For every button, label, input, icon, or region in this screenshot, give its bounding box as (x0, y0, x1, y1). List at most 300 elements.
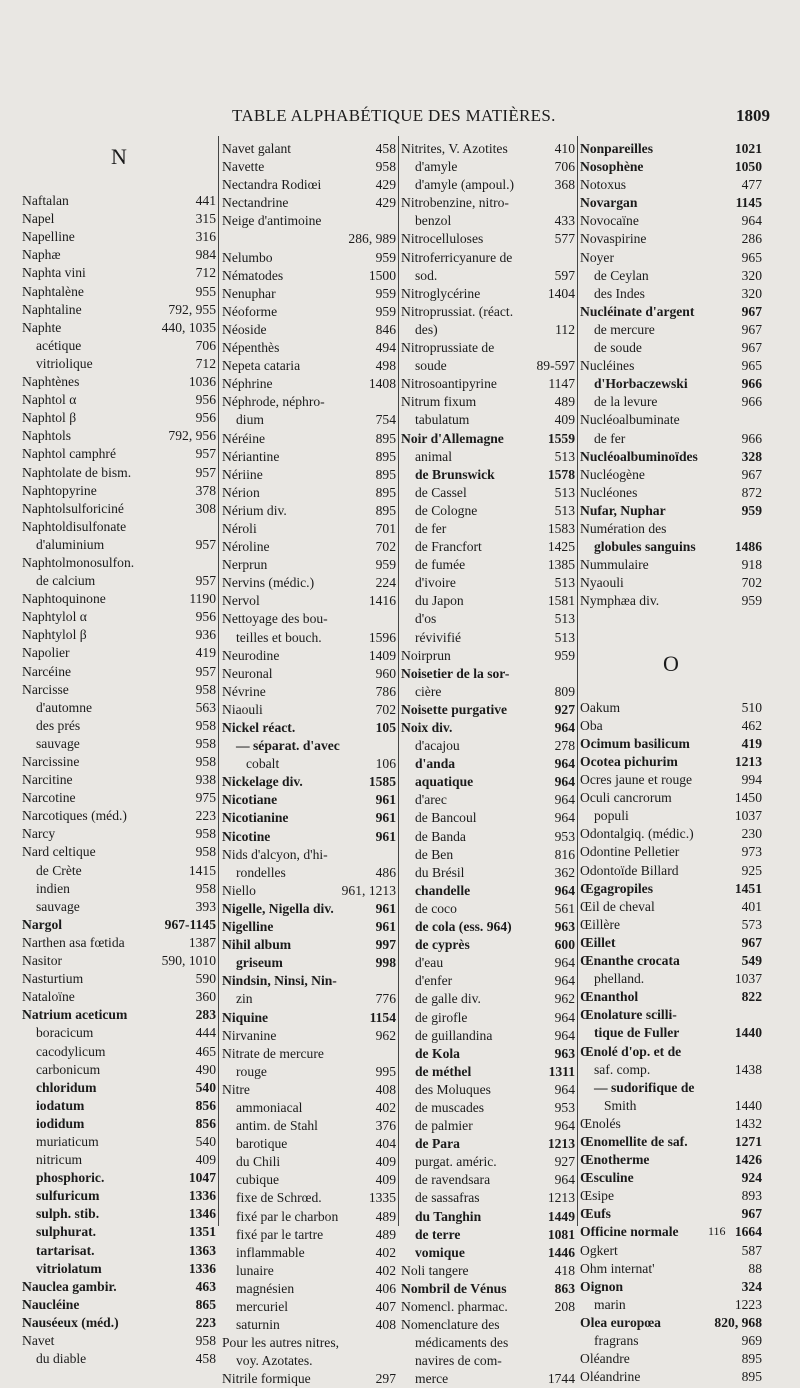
index-entry (580, 393, 762, 411)
entry-page-ref: 959 (741, 502, 762, 518)
entry-term: Nicotiane (222, 792, 278, 808)
entry-term: d'Horbaczewski (594, 376, 688, 392)
index-entry (222, 1153, 396, 1171)
entry-page-ref: 895 (375, 448, 396, 464)
entry-page-ref: 856 (195, 1115, 216, 1131)
entry-term: d'os (415, 611, 437, 627)
entry-page-ref: 409 (195, 1152, 216, 1168)
index-entry (222, 249, 396, 267)
entry-term: Neige d'antimoine (222, 213, 322, 229)
index-entry (401, 882, 575, 900)
index-entry (580, 502, 762, 520)
entry-page-ref: 786 (375, 683, 396, 699)
entry-term: Nitrum fixum (401, 394, 477, 410)
entry-term: Oculi cancrorum (580, 790, 672, 806)
index-entry (580, 249, 762, 267)
entry-page-ref: 964 (554, 1172, 575, 1188)
entry-term: Nomencl. pharmac. (401, 1299, 508, 1314)
entry-page-ref: 498 (375, 358, 396, 374)
index-entry (222, 357, 396, 375)
index-entry (222, 212, 396, 230)
entry-page-ref: 958 (195, 880, 216, 896)
entry-page-ref: 409 (554, 412, 575, 428)
index-entry (401, 1135, 575, 1153)
index-entry (401, 1244, 575, 1262)
entry-term: de ravendsara (415, 1172, 491, 1188)
entry-page-ref: 563 (195, 699, 216, 715)
entry-term: de Banda (415, 828, 466, 844)
entry-term: griseum (236, 955, 283, 971)
index-entry (401, 430, 575, 448)
index-entry (222, 828, 396, 846)
entry-page-ref: 712 (195, 355, 216, 371)
entry-page-ref: 1432 (734, 1115, 762, 1131)
entry-term: Navette (222, 159, 265, 175)
entry-term: Napelline (22, 229, 75, 245)
entry-term: Œnotherme (580, 1152, 650, 1168)
index-entry (22, 572, 216, 590)
entry-term: purgat. améric. (415, 1154, 497, 1170)
entry-page-ref: 965 (741, 358, 762, 374)
index-entry (22, 427, 216, 445)
entry-term: Nufar, Nuphar (580, 502, 666, 518)
entry-term: Œsculine (580, 1170, 634, 1186)
entry-page-ref: 105 (375, 720, 396, 735)
index-entry (22, 789, 216, 807)
index-entry (22, 283, 216, 301)
entry-page-ref: 706 (554, 159, 575, 175)
entry-page-ref: 958 (195, 681, 216, 697)
index-entry (401, 972, 575, 990)
entry-page-ref: 1486 (734, 539, 762, 555)
entry-page-ref: 967 (741, 934, 762, 950)
entry-term: Numération des (580, 520, 667, 536)
entry-term: navires de com- (415, 1353, 502, 1369)
index-entry (222, 520, 396, 538)
entry-term: Nirvanine (222, 1027, 277, 1043)
entry-page-ref: 1335 (368, 1190, 396, 1206)
entry-term: Pour les autres nitres, (222, 1335, 340, 1351)
entry-page-ref: 360 (195, 989, 216, 1005)
entry-term: Œnomellite de saf. (580, 1133, 688, 1149)
index-entry (580, 1151, 762, 1169)
index-entry (580, 717, 762, 735)
entry-page-ref: 1440 (734, 1097, 762, 1113)
index-entry (22, 301, 216, 319)
index-entry (222, 1099, 396, 1117)
index-entry (22, 1332, 216, 1350)
index-entry (222, 411, 396, 429)
entry-page-ref: 863 (554, 1280, 575, 1296)
index-entry (580, 825, 762, 843)
index-entry (222, 592, 396, 610)
entry-page-ref: 706 (195, 337, 216, 353)
index-entry (580, 1115, 762, 1133)
entry-term: cière (415, 683, 442, 699)
entry-page-ref: 441 (195, 193, 216, 209)
index-entry (222, 665, 396, 683)
entry-term: cubique (236, 1172, 280, 1188)
entry-term: Nyaouli (580, 575, 624, 591)
entry-page-ref: 973 (741, 844, 762, 860)
entry-term: Nepeta cataria (222, 358, 301, 374)
entry-page-ref: 1416 (368, 593, 396, 609)
entry-page-ref: 561 (554, 900, 575, 916)
entry-term: Naphtalène (22, 283, 84, 299)
entry-term: Notoxus (580, 177, 627, 193)
index-entry (401, 918, 575, 936)
entry-term: Oakum (580, 699, 621, 715)
entry-term: Narcéine (22, 663, 72, 679)
index-entry (22, 663, 216, 681)
entry-page-ref: 1145 (735, 195, 762, 211)
entry-page-ref: 418 (554, 1262, 575, 1278)
entry-term: Nucléines (580, 358, 635, 374)
entry-page-ref: 404 (375, 1136, 396, 1152)
entry-term: Nicotianine (222, 810, 289, 826)
index-entry (22, 391, 216, 409)
entry-term: benzol (415, 213, 452, 229)
entry-term: nitricum (36, 1152, 83, 1168)
entry-page-ref: 324 (741, 1278, 762, 1294)
entry-term: Ocimum basilicum (580, 735, 690, 751)
index-entry (222, 1063, 396, 1081)
entry-page-ref: 489 (375, 1226, 396, 1242)
entry-term: Naphtoldisulfonate (22, 518, 127, 534)
entry-term: Nérium div. (222, 502, 287, 518)
entry-term: boracicum (36, 1025, 94, 1041)
column-rule (398, 136, 399, 1226)
entry-term: tabulatum (415, 412, 470, 428)
entry-page-ref: 489 (375, 1208, 396, 1224)
entry-term: zin (236, 991, 253, 1007)
entry-term: sulfuricum (36, 1188, 100, 1204)
index-entry (401, 267, 575, 285)
index-entry (580, 934, 762, 952)
index-entry (22, 717, 216, 735)
entry-term: Nitrosoantipyrine (401, 376, 497, 392)
entry-page-ref: 958 (195, 754, 216, 769)
entry-page-ref: 1450 (734, 790, 762, 806)
entry-term: Novocaïne (580, 213, 639, 229)
entry-term: chloridum (36, 1079, 97, 1095)
entry-term: Œgagropiles (580, 880, 654, 896)
entry-page-ref: 967 (741, 340, 762, 356)
entry-page-ref: 513 (554, 611, 575, 627)
entry-page-ref: 1190 (189, 591, 216, 607)
index-entry (401, 1298, 575, 1316)
index-entry (222, 990, 396, 1008)
entry-term: Neuronal (222, 665, 273, 681)
index-entry (22, 373, 216, 391)
index-entry (222, 629, 396, 647)
entry-page-ref: 402 (375, 1262, 396, 1278)
entry-term: d'eau (415, 955, 444, 971)
index-entry (222, 1045, 396, 1063)
entry-page-ref: 964 (554, 720, 575, 735)
entry-term: Nigelle, Nigella div. (222, 900, 334, 916)
entry-page-ref: 959 (375, 303, 396, 319)
index-entry (222, 719, 396, 737)
index-entry (22, 1169, 216, 1187)
entry-page-ref: 895 (741, 1369, 762, 1385)
entry-term: Nériine (222, 466, 263, 482)
entry-page-ref: 966 (741, 394, 762, 410)
entry-page-ref: 1271 (734, 1133, 762, 1149)
index-entry (22, 590, 216, 608)
entry-term: Œillère (580, 916, 621, 932)
entry-term: Naphtoquinone (22, 591, 106, 607)
entry-page-ref: 1363 (188, 1242, 216, 1258)
index-entry (580, 753, 762, 771)
entry-term: Nargol (22, 916, 63, 932)
entry-term: Noli tangere (401, 1262, 469, 1278)
entry-page-ref: 513 (554, 575, 575, 591)
entry-page-ref: 1415 (188, 862, 216, 878)
entry-page-ref: 955 (195, 283, 216, 299)
entry-page-ref: 953 (554, 828, 575, 844)
index-entry (22, 1133, 216, 1151)
entry-page-ref: 490 (195, 1061, 216, 1077)
entry-term: Nomenclature des (401, 1317, 500, 1333)
index-entry (22, 916, 216, 934)
entry-page-ref: 895 (375, 484, 396, 500)
entry-term: du Japon (415, 593, 464, 609)
entry-page-ref: 1385 (547, 557, 575, 573)
index-entry (580, 789, 762, 807)
entry-term: sauvage (36, 898, 80, 914)
entry-page-ref: 1596 (368, 629, 396, 645)
entry-page-ref: 1559 (547, 430, 575, 446)
entry-term: magnésien (236, 1280, 295, 1296)
index-column-4 (580, 140, 762, 1386)
index-entry (580, 176, 762, 194)
index-entry (222, 1262, 396, 1280)
entry-term: Naphta vini (22, 265, 86, 281)
entry-term: Nucléones (580, 484, 638, 500)
index-entry (401, 683, 575, 701)
index-entry (222, 773, 396, 791)
index-entry (580, 735, 762, 753)
entry-page-ref: 406 (375, 1280, 396, 1296)
entry-term: Nitroprussiate de (401, 340, 495, 356)
column-rule (218, 136, 219, 1226)
entry-term: phosphoric. (36, 1170, 105, 1186)
entry-term: Nickelage div. (222, 774, 303, 790)
entry-page-ref: 590, 1010 (161, 953, 216, 969)
entry-term: Œsipe (580, 1188, 614, 1204)
entry-term: Noyer (580, 249, 614, 265)
entry-term: Nériantine (222, 448, 280, 464)
index-entry (401, 375, 575, 393)
entry-page-ref: 278 (554, 738, 575, 754)
entry-term: des) (415, 321, 438, 337)
entry-term: Nombril de Vénus (401, 1280, 507, 1296)
entry-page-ref: 962 (375, 1027, 396, 1043)
entry-term: ammoniacal (236, 1099, 303, 1115)
entry-term: Narcotine (22, 790, 76, 806)
index-entry (22, 1097, 216, 1115)
index-entry (401, 773, 575, 791)
index-entry (580, 771, 762, 789)
entry-page-ref: 597 (554, 267, 575, 283)
entry-page-ref: 489 (554, 394, 575, 410)
entry-page-ref: 1213 (734, 754, 762, 769)
index-entry (222, 809, 396, 827)
entry-term: Naphtolsulforiciné (22, 500, 124, 516)
entry-term: Nasturtium (22, 971, 84, 987)
index-entry (580, 592, 762, 610)
entry-page-ref: 927 (554, 701, 575, 717)
entry-page-ref: 378 (195, 482, 216, 498)
entry-page-ref: 465 (195, 1043, 216, 1059)
index-entry (401, 393, 575, 411)
entry-page-ref: 936 (195, 627, 216, 643)
entry-term: Néroli (222, 520, 257, 536)
entry-term: Naphtolate de bism. (22, 464, 132, 480)
index-entry (222, 448, 396, 466)
entry-term: Oléandre (580, 1351, 630, 1367)
entry-page-ref: 964 (554, 1027, 575, 1043)
index-entry (22, 1242, 216, 1260)
entry-page-ref: 895 (375, 466, 396, 482)
entry-term: des prés (36, 717, 81, 733)
entry-page-ref: 964 (554, 774, 575, 790)
index-entry (401, 502, 575, 520)
index-entry (222, 339, 396, 357)
index-entry (580, 1242, 762, 1260)
entry-term: de méthel (415, 1063, 472, 1079)
entry-page-ref: 964 (554, 1009, 575, 1025)
entry-page-ref: 966 (741, 430, 762, 446)
entry-page-ref: 368 (554, 177, 575, 193)
index-entry (580, 880, 762, 898)
entry-page-ref: 792, 956 (168, 428, 216, 444)
index-entry (22, 1151, 216, 1169)
index-entry (22, 880, 216, 898)
index-entry (401, 1153, 575, 1171)
entry-page-ref: 112 (555, 321, 575, 337)
entry-term: Niaouli (222, 701, 263, 717)
entry-term: Narcitine (22, 772, 73, 788)
entry-page-ref: 320 (741, 285, 762, 301)
index-entry (222, 1117, 396, 1135)
entry-term: tique de Fuller (594, 1025, 680, 1041)
entry-page-ref: 961, 1213 (341, 882, 396, 898)
entry-term: fragrans (594, 1333, 639, 1348)
entry-page-ref: 1438 (734, 1061, 762, 1077)
entry-term: vitriolatum (36, 1260, 102, 1276)
entry-term: Odontoïde Billard (580, 862, 679, 878)
index-entry (222, 1334, 396, 1352)
entry-term: rouge (236, 1063, 267, 1079)
entry-term: iodidum (36, 1115, 85, 1131)
index-entry (22, 1079, 216, 1097)
index-entry (580, 681, 762, 699)
entry-page-ref: 809 (554, 683, 575, 699)
index-entry (401, 828, 575, 846)
index-entry (222, 1081, 396, 1099)
entry-page-ref: 230 (741, 826, 762, 842)
entry-page-ref: 590 (195, 971, 216, 987)
entry-term: Naphtols (22, 428, 72, 444)
entry-page-ref: 967 (741, 303, 762, 319)
index-entry (580, 357, 762, 375)
entry-term: Œnanthol (580, 989, 639, 1005)
index-entry (401, 466, 575, 484)
index-entry (401, 448, 575, 466)
entry-term: Nectandra Rodiœi (222, 177, 322, 193)
entry-page-ref: 1426 (734, 1152, 762, 1168)
entry-page-ref: 1446 (547, 1244, 575, 1260)
entry-term: Ohm internat' (580, 1260, 655, 1276)
entry-term: Néoforme (222, 303, 278, 319)
index-entry (401, 249, 575, 267)
entry-page-ref: 600 (554, 937, 575, 953)
entry-term: sulphurat. (36, 1224, 97, 1240)
index-entry (580, 1296, 762, 1314)
index-entry (222, 864, 396, 882)
entry-term: Naphtaline (22, 301, 82, 317)
index-entry (401, 900, 575, 918)
index-entry (22, 862, 216, 880)
index-entry (222, 683, 396, 701)
entry-page-ref: 959 (375, 557, 396, 573)
entry-page-ref: 975 (195, 790, 216, 806)
entry-page-ref: 712 (195, 265, 216, 281)
entry-term: Œnanthe crocata (580, 953, 680, 969)
index-entry (222, 375, 396, 393)
entry-page-ref: 958 (195, 844, 216, 860)
index-entry (401, 755, 575, 773)
entry-term: Nucléoalbuminoïdes (580, 448, 698, 464)
entry-term: Niello (222, 882, 256, 898)
entry-page-ref: 702 (375, 539, 396, 555)
section-letter: O (663, 650, 679, 676)
entry-page-ref: 961 (375, 792, 396, 808)
entry-page-ref: 964 (741, 213, 762, 229)
entry-term: de Ceylan (594, 267, 649, 283)
entry-page-ref: 1021 (734, 141, 762, 156)
entry-page-ref: 961 (375, 919, 396, 935)
index-entry (22, 843, 216, 861)
index-entry (401, 230, 575, 248)
entry-page-ref: 286, 989 (348, 231, 396, 247)
entry-term: Noisette purgative (401, 701, 508, 717)
entry-page-ref: 458 (195, 1351, 216, 1367)
entry-term: Naphtolmonosulfon. (22, 554, 135, 570)
index-entry (401, 176, 575, 194)
index-column-2 (222, 140, 396, 1388)
entry-page-ref: 494 (375, 340, 396, 356)
entry-page-ref: 925 (741, 862, 762, 878)
entry-term: sod. (415, 267, 438, 283)
index-column-3 (401, 140, 575, 1388)
index-entry (580, 1205, 762, 1223)
index-entry (222, 737, 396, 755)
entry-page-ref: 1451 (734, 880, 762, 896)
index-entry (401, 158, 575, 176)
index-entry (22, 192, 216, 210)
entry-term: de cola (ess. 964) (415, 919, 512, 935)
index-entry (580, 970, 762, 988)
entry-page-ref: 510 (741, 699, 762, 715)
index-entry (22, 1061, 216, 1079)
entry-page-ref: 964 (554, 1118, 575, 1134)
entry-term: du Chili (236, 1154, 281, 1170)
entry-term: d'amyle (ampoul.) (415, 177, 515, 193)
entry-term: Nenuphar (222, 285, 276, 301)
